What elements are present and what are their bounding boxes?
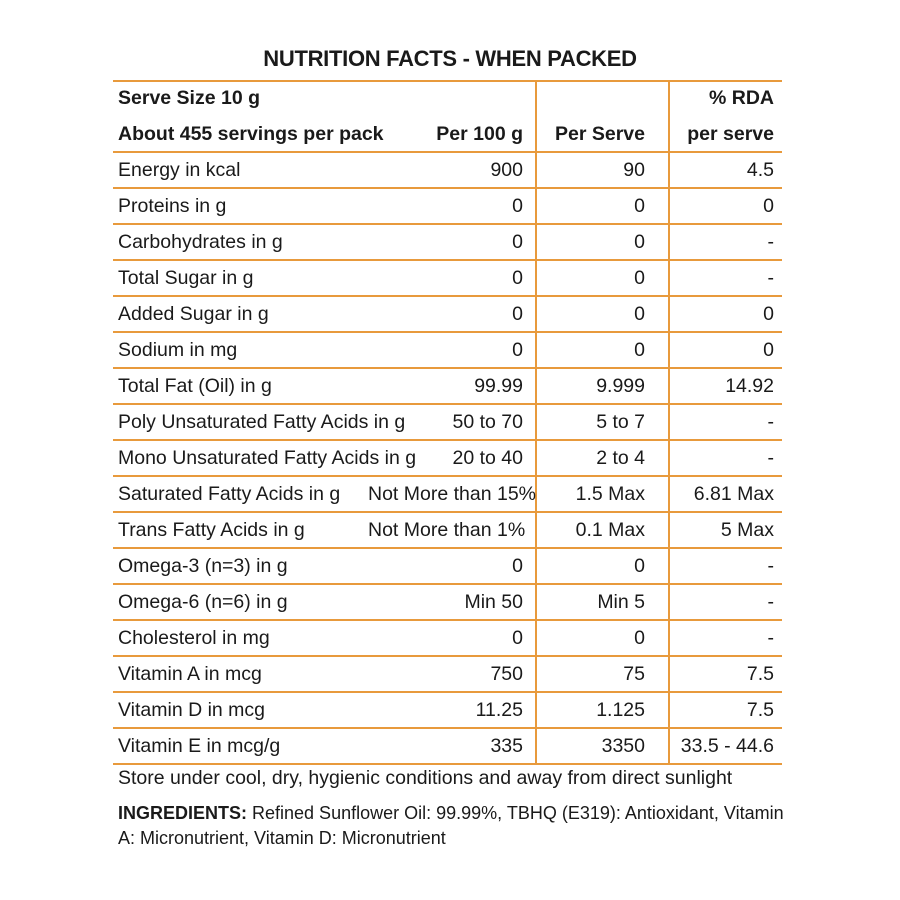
nutrient-name: Trans Fatty Acids in g bbox=[118, 519, 305, 541]
rda-value: - bbox=[767, 411, 774, 433]
per-100g-value: 0 bbox=[512, 627, 523, 649]
per-100g-value: Min 50 bbox=[464, 591, 523, 613]
row-divider bbox=[113, 763, 782, 765]
table-row bbox=[113, 656, 782, 692]
rda-value: - bbox=[767, 591, 774, 613]
table-row bbox=[113, 620, 782, 656]
table-row bbox=[113, 404, 782, 440]
rda-value: 14.92 bbox=[725, 375, 774, 397]
table-row bbox=[113, 368, 782, 404]
table-row bbox=[113, 728, 782, 764]
nutrient-name: Poly Unsaturated Fatty Acids in g bbox=[118, 411, 406, 433]
per-100g-value: 335 bbox=[490, 735, 523, 757]
ingredients-list: Refined Sunflower Oil: 99.99%, TBHQ (E319): Antioxidant, Vitamin A: Micronutrient, Vitamin D: Micronutrient bbox=[118, 803, 784, 848]
rda-per-serve-header: per serve bbox=[687, 123, 774, 145]
ingredients-text bbox=[118, 801, 798, 851]
per-serve-value: 0 bbox=[634, 267, 645, 289]
rda-value: 0 bbox=[763, 339, 774, 361]
nutrient-name: Total Sugar in g bbox=[118, 267, 254, 289]
page-title: NUTRITION FACTS - WHEN PACKED bbox=[263, 46, 637, 71]
rda-value: 4.5 bbox=[746, 159, 774, 181]
header-row-columns bbox=[113, 116, 782, 152]
per-serve-header: Per Serve bbox=[555, 123, 645, 145]
nutrient-name: Energy in kcal bbox=[118, 159, 241, 181]
rda-header: % RDA bbox=[708, 87, 774, 109]
per-100g-value: 11.25 bbox=[475, 699, 523, 721]
servings-per-pack-label: About 455 servings per pack bbox=[118, 123, 384, 145]
table-row bbox=[113, 296, 782, 332]
per-serve-value: 0 bbox=[634, 627, 645, 649]
per-serve-value: 1.125 bbox=[596, 699, 645, 721]
per-100g-header: Per 100 g bbox=[436, 123, 523, 145]
nutrient-name: Omega-6 (n=6) in g bbox=[118, 591, 288, 613]
per-serve-value: 0 bbox=[634, 231, 645, 253]
table-row bbox=[113, 332, 782, 368]
per-100g-value: 0 bbox=[512, 195, 523, 217]
table-row bbox=[113, 512, 782, 548]
per-serve-value: 0 bbox=[634, 339, 645, 361]
rda-value: 5 Max bbox=[720, 519, 774, 541]
nutrition-table bbox=[113, 80, 782, 765]
rda-value: - bbox=[767, 267, 774, 289]
table-row bbox=[113, 260, 782, 296]
nutrient-name: Sodium in mg bbox=[118, 339, 238, 361]
rda-value: - bbox=[767, 555, 774, 577]
per-serve-value: Min 5 bbox=[597, 591, 645, 613]
per-serve-value: 0.1 Max bbox=[575, 519, 645, 541]
per-100g-value: 20 to 40 bbox=[452, 447, 523, 469]
nutrient-name: Mono Unsaturated Fatty Acids in g bbox=[118, 447, 417, 469]
per-100g-value: 0 bbox=[512, 267, 523, 289]
rda-value: - bbox=[767, 231, 774, 253]
per-serve-value: 0 bbox=[634, 555, 645, 577]
per-100g-value: 0 bbox=[512, 339, 523, 361]
per-serve-value: 5 to 7 bbox=[596, 411, 645, 433]
table-row bbox=[113, 692, 782, 728]
per-100g-value: Not More than 15% bbox=[368, 483, 537, 505]
nutrient-name: Proteins in g bbox=[118, 195, 227, 217]
table-row bbox=[113, 224, 782, 260]
rda-value: 6.81 Max bbox=[693, 483, 774, 505]
rda-value: 0 bbox=[763, 303, 774, 325]
nutrient-name: Saturated Fatty Acids in g bbox=[118, 483, 341, 505]
per-serve-value: 3350 bbox=[601, 735, 645, 757]
per-serve-value: 2 to 4 bbox=[596, 447, 645, 469]
per-100g-value: 900 bbox=[490, 159, 523, 181]
serve-size-label: Serve Size 10 g bbox=[118, 87, 261, 109]
nutrient-name: Vitamin A in mcg bbox=[118, 663, 262, 685]
per-serve-value: 75 bbox=[623, 663, 645, 685]
per-100g-value: 0 bbox=[512, 303, 523, 325]
per-100g-value: Not More than 1% bbox=[368, 519, 526, 541]
nutrient-name: Cholesterol in mg bbox=[118, 627, 270, 649]
nutrient-name: Vitamin E in mcg/g bbox=[118, 735, 281, 757]
per-100g-value: 0 bbox=[512, 555, 523, 577]
header-row-serve-size bbox=[113, 80, 782, 116]
table-row bbox=[113, 152, 782, 188]
rda-value: 7.5 bbox=[746, 663, 774, 685]
per-100g-value: 50 to 70 bbox=[452, 411, 523, 433]
per-100g-value: 750 bbox=[490, 663, 523, 685]
nutrient-name: Vitamin D in mcg bbox=[118, 699, 266, 721]
table-row bbox=[113, 584, 782, 620]
rda-value: 7.5 bbox=[746, 699, 774, 721]
nutrient-name: Total Fat (Oil) in g bbox=[118, 375, 272, 397]
nutrient-name: Carbohydrates in g bbox=[118, 231, 283, 253]
ingredients-label: INGREDIENTS: bbox=[118, 803, 248, 823]
nutrient-name: Added Sugar in g bbox=[118, 303, 269, 325]
rda-value: - bbox=[767, 627, 774, 649]
per-serve-value: 9.999 bbox=[596, 375, 645, 397]
nutrient-name: Omega-3 (n=3) in g bbox=[118, 555, 288, 577]
rda-value: 33.5 - 44.6 bbox=[680, 735, 774, 757]
per-100g-value: 0 bbox=[512, 231, 523, 253]
storage-instructions: Store under cool, dry, hygienic conditions and away from direct sunlight bbox=[118, 767, 733, 789]
rda-value: - bbox=[767, 447, 774, 469]
per-serve-value: 90 bbox=[623, 159, 645, 181]
per-serve-value: 0 bbox=[634, 303, 645, 325]
table-row bbox=[113, 188, 782, 224]
table-row bbox=[113, 476, 782, 512]
table-row bbox=[113, 548, 782, 584]
per-100g-value: 99.99 bbox=[474, 375, 523, 397]
table-row bbox=[113, 440, 782, 476]
rda-value: 0 bbox=[763, 195, 774, 217]
per-serve-value: 1.5 Max bbox=[575, 483, 645, 505]
per-serve-value: 0 bbox=[634, 195, 645, 217]
